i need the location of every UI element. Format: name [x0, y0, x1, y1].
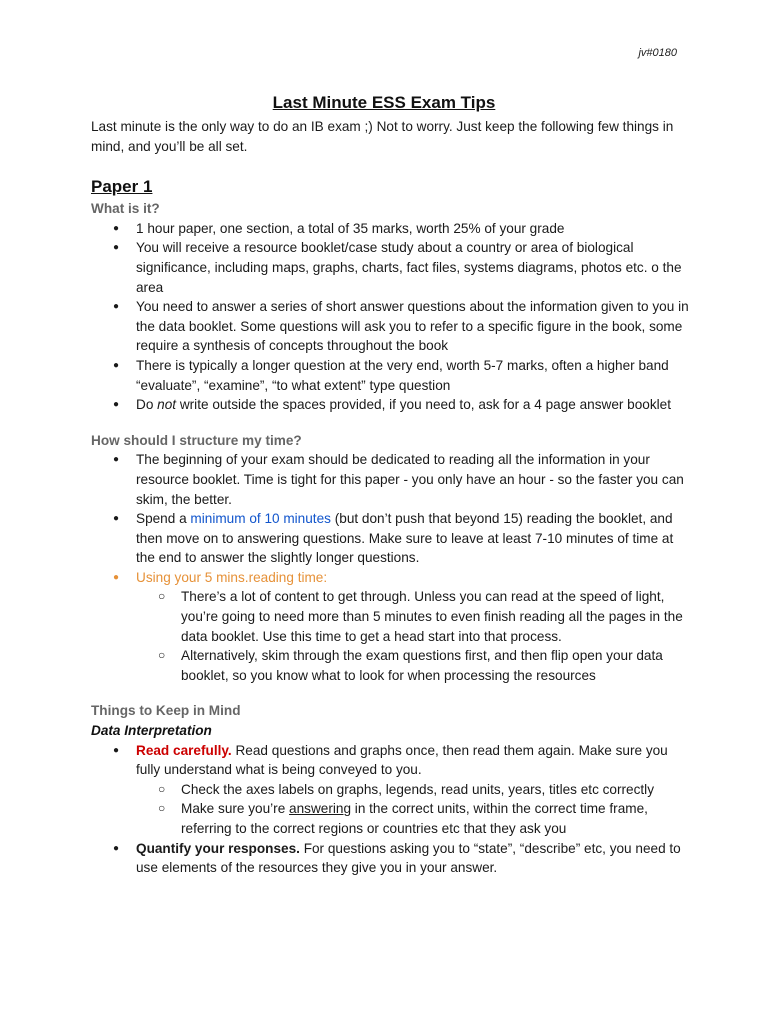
document-body [91, 117, 691, 878]
list-text: Do [136, 397, 158, 413]
paper1-heading: Paper 1 [91, 177, 153, 197]
list-text: Make sure you’re [181, 801, 290, 817]
emphasis-text: not [157, 397, 177, 413]
list-text: Read questions and graphs once, then read them again. Make sure you fully understand what is being conveyed to you. [136, 742, 668, 778]
underlined-text: answering [289, 801, 352, 817]
structure-time-heading: How should I structure my time? [91, 432, 302, 448]
document-title: Last Minute ESS Exam Tips [272, 93, 496, 112]
list-item: ● 1 hour paper, one section, a total of 35 marks, worth 25% of your grade [91, 219, 691, 239]
emphasis-text: Quantify your responses. [136, 840, 300, 856]
list-item [91, 839, 691, 878]
reading-time-label: Using your 5 mins.reading time: [136, 569, 328, 585]
list-item [91, 395, 691, 415]
sub-list-item: ○ Check the axes labels on graphs, legends, read units, years, titles etc correctly [136, 780, 691, 800]
highlight-link[interactable]: minimum of 10 minutes [190, 511, 331, 527]
list-text: in the correct units, within the correct time frame, referring to the correct regions or countries etc that they ask you [181, 801, 648, 836]
list-item: ● The beginning of your exam should be dedicated to reading all the information in your resource booklet. Time is tight for this paper - you only have an hour - so the faster you can skim, the better. [91, 450, 691, 509]
list-item: ● You will receive a resource booklet/case study about a country or area of biological significance, including maps, graphs, charts, fact files, systems diagrams, photos etc. o the area [91, 238, 691, 297]
list-text: Spend a [136, 511, 191, 527]
things-to-keep-heading: Things to Keep in Mind [91, 703, 241, 719]
data-interpretation-heading: Data Interpretation [91, 723, 212, 739]
list-item: ● You need to answer a series of short answer questions about the information given to you in the data booklet. Some questions will ask you to refer to a specific figure in the book, some require a synthesis of concepts throughout the book [91, 297, 691, 356]
header-tag: jv#0180 [638, 47, 677, 59]
what-is-it-list [91, 219, 691, 415]
list-item [91, 509, 691, 568]
list-text: (but don’t push that beyond 15) reading the booklet, and then move on to answering questions. Make sure to leave at least 7-10 minutes of time at the end to answer the slightly longer questions. [136, 511, 674, 566]
list-item: ● There is typically a longer question at the very end, worth 5-7 marks, often a higher band “evaluate”, “examine”, “to what extent” type question [91, 356, 691, 395]
sub-list-item: ○ There’s a lot of content to get through. Unless you can read at the speed of light, you’re going to need more than 5 minutes to even finish reading all the pages in the data booklet. Use this time to get a head start into that process. [136, 587, 691, 646]
things-list [91, 741, 691, 878]
emphasis-text: Read carefully. [136, 742, 232, 758]
list-item [91, 568, 691, 686]
sub-list-item: ○ Alternatively, skim through the exam questions first, and then flip open your data booklet, so you know what to look for when processing the resources [136, 646, 691, 685]
list-item [91, 741, 691, 839]
structure-time-list [91, 450, 691, 685]
list-text: write outside the spaces provided, if you need to, ask for a 4 page answer booklet [176, 397, 672, 413]
what-is-it-heading: What is it? [91, 201, 160, 217]
list-text: For questions asking you to “state”, “describe” etc, you need to use elements of the resources they give you in your answer. [136, 840, 681, 876]
reading-time-sublist [136, 587, 691, 685]
sub-list-item [136, 799, 691, 838]
intro-paragraph: Last minute is the only way to do an IB exam ;) Not to worry. Just keep the following few things in mind, and you’ll be all set. [91, 119, 674, 154]
read-carefully-sublist [136, 780, 691, 839]
